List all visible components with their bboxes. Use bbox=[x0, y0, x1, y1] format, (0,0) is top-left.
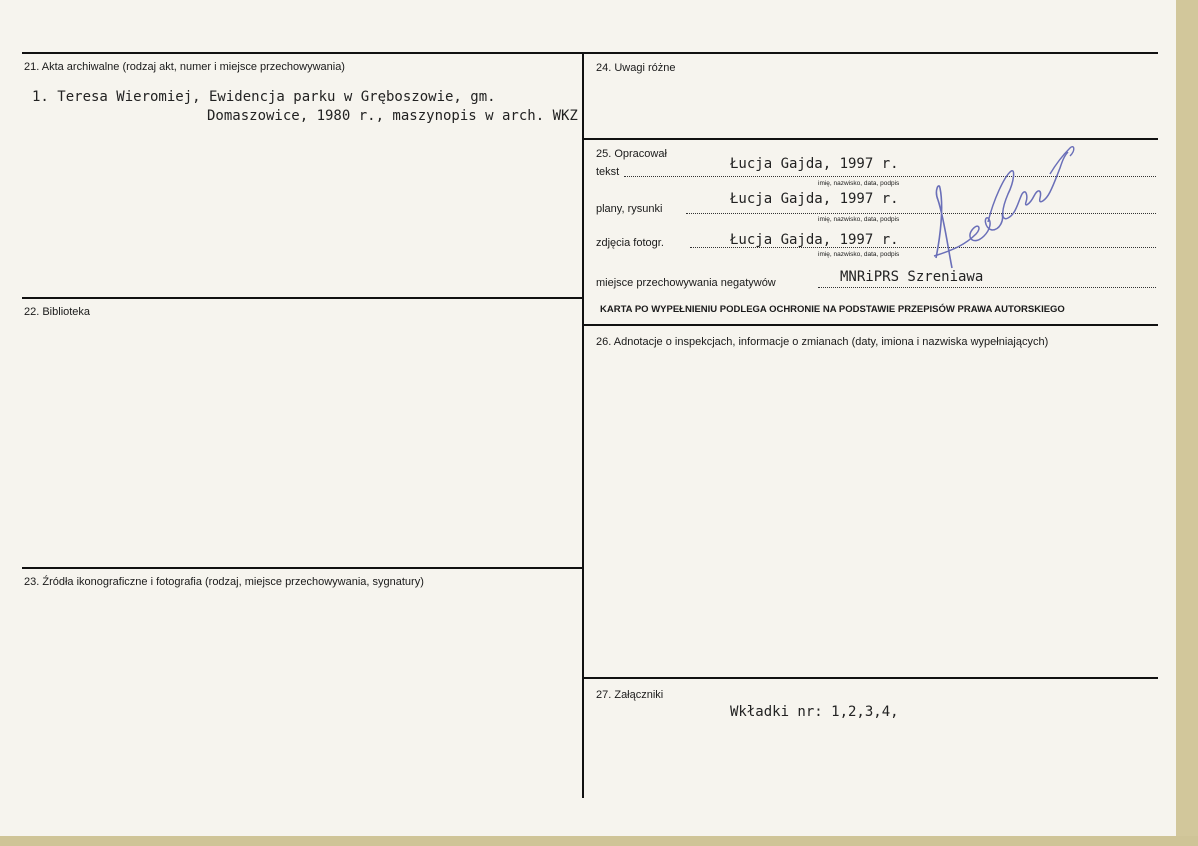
section-23-heading: 23. Źródła ikonograficzne i fotografia (rodzaj, miejsce przechowywania, sygnatury) bbox=[24, 576, 424, 588]
section-22-heading: 22. Biblioteka bbox=[24, 306, 91, 318]
negatives-dots bbox=[818, 287, 1156, 288]
photos-author-value: Łucja Gajda, 1997 r. bbox=[730, 232, 899, 248]
photos-author-caption: imię, nazwisko, data, podpis bbox=[818, 251, 900, 258]
drawings-author-caption: imię, nazwisko, data, podpis bbox=[818, 216, 900, 223]
section-25-heading: 25. Opracował bbox=[596, 148, 667, 160]
section-24-heading: 24. Uwagi różne bbox=[596, 62, 676, 74]
attachments-value: Wkładki nr: 1,2,3,4, bbox=[730, 704, 899, 720]
text-author-value: Łucja Gajda, 1997 r. bbox=[730, 156, 899, 172]
copyright-notice: KARTA PO WYPEŁNIENIU PODLEGA OCHRONIE NA PODSTAWIE PRZEPISÓW PRAWA AUTORSKIEGO bbox=[600, 304, 1065, 315]
card-edge bbox=[1176, 0, 1198, 846]
text-author-label: tekst bbox=[596, 166, 620, 178]
rule-22 bbox=[22, 297, 583, 299]
section-27-heading: 27. Załączniki bbox=[596, 689, 664, 701]
drawings-author-label: plany, rysunki bbox=[596, 203, 663, 215]
text-author-caption: imię, nazwisko, data, podpis bbox=[818, 180, 900, 187]
card-bottom-edge bbox=[0, 836, 1198, 846]
top-rule bbox=[22, 52, 1158, 54]
rule-23 bbox=[22, 567, 583, 569]
photos-author-label: zdjęcia fotogr. bbox=[596, 237, 664, 249]
section-21-heading: 21. Akta archiwalne (rodzaj akt, numer i miejsce przechowywania) bbox=[24, 61, 345, 73]
section-26-heading: 26. Adnotacje o inspekcjach, informacje o zmianach (daty, imiona i nazwiska wypełniających) bbox=[596, 336, 1049, 348]
section-21-entry-line1: 1. Teresa Wieromiej, Ewidencja parku w Gręboszowie, gm. bbox=[32, 89, 496, 105]
negatives-label: miejsce przechowywania negatywów bbox=[596, 277, 776, 289]
center-divider bbox=[582, 52, 584, 798]
drawings-author-dots bbox=[686, 213, 1156, 214]
signature bbox=[930, 138, 1080, 278]
rule-26 bbox=[583, 324, 1158, 326]
section-21-entry-line2: Domaszowice, 1980 r., maszynopis w arch. WKZ bbox=[207, 108, 578, 124]
rule-27 bbox=[583, 677, 1158, 679]
drawings-author-value: Łucja Gajda, 1997 r. bbox=[730, 191, 899, 207]
negatives-value: MNRiPRS Szreniawa bbox=[840, 269, 984, 285]
